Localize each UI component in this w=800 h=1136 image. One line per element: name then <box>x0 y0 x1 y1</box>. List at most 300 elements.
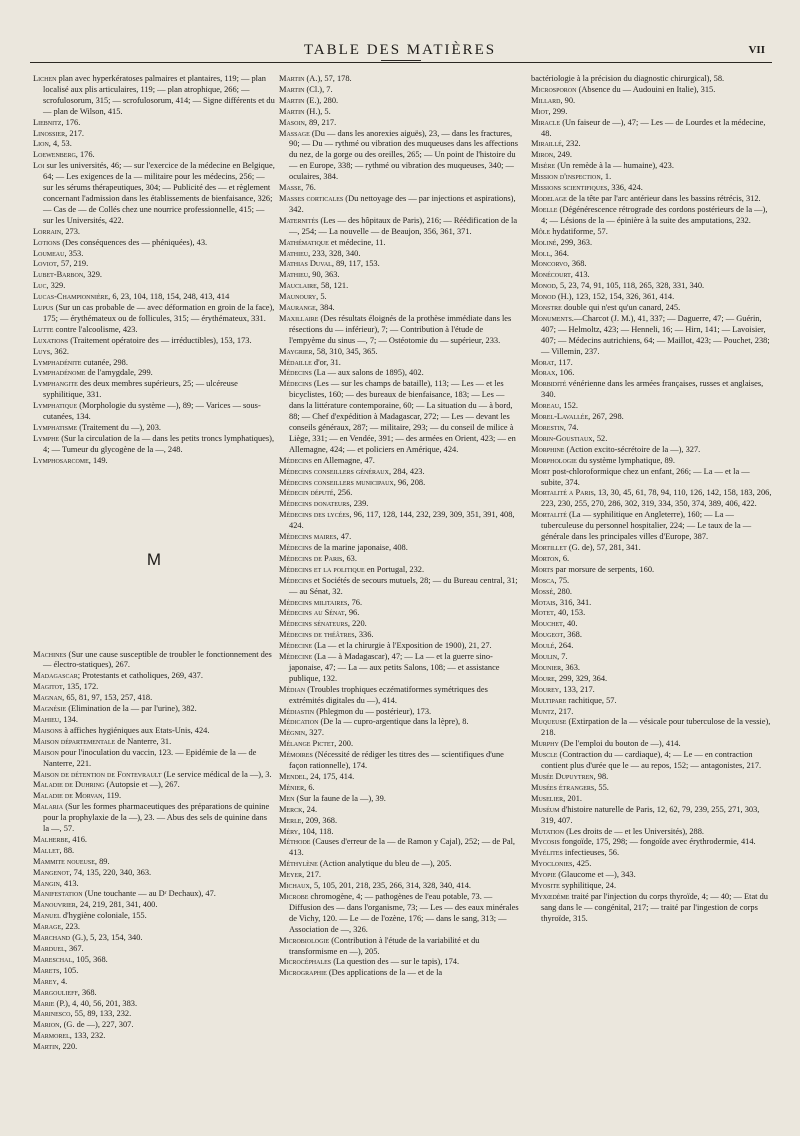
entry-references: en Allemagne, 47. <box>311 455 375 465</box>
entry-headword: Miracle <box>531 117 561 127</box>
entry-references: (Glaucome et —), 343. <box>556 870 636 880</box>
entry-references: (Des résultats éloignés de la prothèse immédiate dans les résections du — inférieur), 7; — Contribution à l'étude de l'empyème du sinus —, 7; — Ostéotomie du — supérieur, 233. <box>289 313 512 345</box>
index-entry <box>279 543 521 554</box>
index-entry <box>531 358 773 369</box>
entry-references: sur les universités, 46; — sur l'exercice de la médecine en Belgique, 64; — Les exigences de la — militaire pour les médecins, 256; — sur les sérums thérapeutiques, 304; — Publicité des — et règlement concernant l'admission dans les établissements de bienfaisance, 326; — Cas de — de Collés chez une nourrice professionnelle, 415; — sur les Universités, 422. <box>43 161 275 225</box>
entry-headword: Môle <box>531 226 551 236</box>
entry-headword: Morel-Lavallée <box>531 412 589 422</box>
index-entry <box>531 467 773 489</box>
index-entry <box>531 696 773 707</box>
entry-headword: Martin <box>279 84 305 94</box>
entry-references: , 284, 423. <box>388 466 425 476</box>
entry-headword: Médecins au Sénat <box>279 608 345 618</box>
index-entry <box>33 1042 275 1053</box>
entry-headword: Médecins donateurs <box>279 499 350 509</box>
entry-references: , 63. <box>342 553 357 563</box>
index-entry <box>531 96 773 107</box>
entry-headword: Mission d'inspection <box>531 172 601 182</box>
entry-references: (Les droits de — et les Universités), 288. <box>563 826 704 836</box>
entry-references: , 117. <box>554 357 573 367</box>
entry-references: , 329. <box>46 281 66 291</box>
index-entry <box>33 292 275 303</box>
index-entry <box>531 488 773 510</box>
entry-headword: Loewenberg <box>33 150 76 160</box>
entry-references: ; Protestants et catholiques, 269, 437. <box>77 671 203 681</box>
entry-headword: Madagascar <box>33 671 78 681</box>
entry-headword: Morphine <box>531 444 565 454</box>
entry-references: , 119. <box>102 791 122 801</box>
entry-references: (Dégénérescence rétrograde des cordons postérieurs de la —), 4; — Lésions de la — épinière à la suite des amputations, 232. <box>541 204 768 225</box>
entry-headword: Méthode <box>279 837 311 847</box>
entry-references: , 217. <box>302 870 321 880</box>
entry-references: , 368. <box>563 630 582 640</box>
entry-references: , 362. <box>50 346 69 356</box>
index-entry <box>279 194 521 216</box>
index-entry <box>33 944 275 955</box>
index-entry <box>279 488 521 499</box>
entry-headword: Mammite noueuse <box>33 856 95 866</box>
entry-references: , 384. <box>315 303 335 313</box>
index-entry <box>531 554 773 565</box>
entry-headword: Monod <box>531 281 556 291</box>
index-entry <box>531 238 773 249</box>
index-entry <box>531 434 773 445</box>
entry-headword: Médaille <box>279 357 312 367</box>
index-entry <box>279 565 521 576</box>
entry-headword: Mathieu <box>279 270 309 280</box>
entry-references: , 24, 219, 281, 341, 400. <box>75 900 158 910</box>
index-entry <box>531 619 773 630</box>
entry-references: (La question des — sur le tapis), 174. <box>331 957 460 967</box>
entry-references: (Traitement opératoire des — irréductibles), 153, 173. <box>68 335 252 345</box>
entry-references: et médecine, 11. <box>328 237 386 247</box>
entry-references: , 7. <box>557 652 568 662</box>
entry-headword: Merck <box>279 804 303 814</box>
entry-references: (Morphologie du système —), 89; — Varices — sous-cutanées, 134. <box>43 401 261 422</box>
entry-references: à affiches hygiéniques aux Etats-Unis, 424. <box>62 725 210 735</box>
entry-headword: Médecins <box>279 368 312 378</box>
header-rule <box>30 62 772 63</box>
entry-headword: Margoulieff <box>33 987 78 997</box>
entry-headword: Mortalité a Paris <box>531 488 594 498</box>
entry-references: , 220. <box>347 619 367 629</box>
entry-references: (De la — cupro-argentique dans la lèpre), 8. <box>318 717 469 727</box>
entry-references: , 105. <box>59 965 79 975</box>
entry-references: , 5, 105, 201, 218, 235, 266, 314, 328, 340, 414. <box>309 881 471 891</box>
index-entry <box>33 401 275 423</box>
entry-references: , 249. <box>553 150 572 160</box>
entry-references: , 40. <box>562 619 578 629</box>
entry-headword: Médication <box>279 717 319 727</box>
index-entry <box>531 685 773 696</box>
entry-references: , 416. <box>68 834 87 844</box>
index-entry <box>531 576 773 587</box>
entry-references: (Elimination de la — par l'urine), 382. <box>66 704 197 714</box>
entry-headword: Magnésie <box>33 704 67 714</box>
entry-headword: Mycosis <box>531 837 560 847</box>
index-entry <box>33 704 275 715</box>
index-entry <box>33 835 275 846</box>
entry-references: (Les — des hôpitaux de Paris), 216; — Réédification de la —, 254; — La nouvelle — de Beaujon, 356, 361, 371. <box>289 215 518 236</box>
entry-headword: Maison départementale <box>33 736 116 746</box>
index-entry <box>279 783 521 794</box>
entry-headword: Miraillé <box>531 139 562 149</box>
page-title: TABLE DES MATIÈRES <box>303 42 497 58</box>
entry-references: (La — aux salons de 1895), 402. <box>311 368 424 378</box>
index-entry <box>279 554 521 565</box>
entry-headword: Marinesco <box>33 1009 71 1019</box>
entry-headword: Marchand <box>33 933 71 943</box>
entry-references: de la marine japonaise, 408. <box>311 542 408 552</box>
entry-references: , 58, 310, 345, 365. <box>312 346 378 356</box>
entry-headword: Manuel <box>33 911 61 921</box>
entry-headword: Motais <box>531 597 556 607</box>
entry-references: (Un remède à la — humaine), 423. <box>555 161 674 171</box>
index-entry <box>33 281 275 292</box>
entry-references: , 135, 172. <box>62 682 99 692</box>
entry-headword: Médecins <box>279 575 312 585</box>
entry-headword: Miron <box>531 150 554 160</box>
entry-references: , 52. <box>592 433 608 443</box>
index-entry <box>531 259 773 270</box>
entry-references: , 176. <box>61 117 81 127</box>
entry-references: contre l'alcoolisme, 423. <box>53 324 138 334</box>
index-entry <box>33 999 275 1010</box>
index-entry <box>33 368 275 379</box>
entry-references: (A.), 57, 178. <box>304 74 352 83</box>
entry-references: , 413. <box>570 270 590 280</box>
entry-headword: Médecine <box>279 652 313 662</box>
entry-headword: Médecins <box>279 455 312 465</box>
index-entry <box>531 368 773 379</box>
index-entry <box>33 259 275 270</box>
entry-headword: Médecins conseillers municipaux <box>279 477 394 487</box>
entry-references: , 316, 341. <box>555 597 592 607</box>
index-entry <box>279 816 521 827</box>
entry-references: traité par l'injection du corps thyroïde, 4; — 40; — Etat du sang dans le — congénital, 217; — traité par l'ingestion de corps thyroïde, 315. <box>541 891 768 923</box>
index-entry <box>531 794 773 805</box>
index-entry <box>279 347 521 358</box>
entry-headword: Médecins maires <box>279 532 337 542</box>
entry-references: (Les — sur les champs de bataille), 113; — Les — et les bicyclistes, 160; — des bureaux de bienfaisance, 183; — Les — dans la littérature contemporaine, 60; — La situation du — à bord, 88; — Chef d'expédition à Madagascar, 272; — Les — devant les conseils généraux, 287; — militaire, 293; — du conseil de milice à Liège, 331; — en Vendée, 391; — des armées en Orient, 423; — en Allemagne, 424; — et policiers en Amérique, 424. <box>289 379 516 454</box>
entry-references: , 104, 118. <box>298 826 334 836</box>
entry-references: , 364. <box>550 248 569 258</box>
entry-references: , 353. <box>64 248 84 258</box>
entry-references: , 40, 153. <box>553 608 586 618</box>
entry-headword: Lutte <box>33 324 54 334</box>
index-entry <box>531 194 773 205</box>
entry-references: , 57, 219. <box>56 259 89 269</box>
index-entry <box>33 434 275 456</box>
entry-references: (Le service médical de la —), 3. <box>161 769 272 779</box>
index-entry <box>279 259 521 270</box>
index-entry <box>279 129 521 184</box>
entry-headword: Lymphangite <box>33 379 78 389</box>
entry-references: (Des conséquences des — phéniquées), 43. <box>60 237 208 247</box>
index-entry <box>279 478 521 489</box>
entry-headword: Marey <box>33 976 57 986</box>
entry-headword: Marie <box>33 998 55 1008</box>
index-entry <box>531 118 773 140</box>
index-entry <box>279 728 521 739</box>
entry-headword: Mounier <box>531 662 562 672</box>
entry-headword: Moulin <box>531 652 558 662</box>
index-entry <box>531 401 773 412</box>
entry-headword: Men <box>279 793 295 803</box>
index-entry <box>33 922 275 933</box>
entry-references: , 76. <box>301 183 316 193</box>
entry-references: (E.), 280. <box>304 95 339 105</box>
index-entry <box>279 249 521 260</box>
entry-references: (Action excito-sécrétoire de la —), 327. <box>564 444 701 454</box>
entry-headword: Murphy <box>531 739 559 749</box>
entry-references: , 273. <box>61 226 80 236</box>
entry-references: , 201. <box>563 793 582 803</box>
entry-headword: Lucas-Championnière <box>33 292 109 302</box>
index-entry <box>279 750 521 772</box>
index-entry <box>279 685 521 707</box>
entry-headword: Masses corticales <box>279 193 344 203</box>
entry-references: d'or, 31. <box>311 357 341 367</box>
index-entry <box>279 238 521 249</box>
entry-references: de Nanterre, 31. <box>115 736 172 746</box>
entry-headword: Marion <box>33 1020 60 1030</box>
index-entry <box>279 968 521 979</box>
entry-headword: Médecins et la politique <box>279 564 365 574</box>
entry-references: , 98. <box>593 772 609 781</box>
entry-headword: Multipare <box>531 695 567 705</box>
entry-references: , 327. <box>305 728 324 738</box>
index-entry <box>279 270 521 281</box>
index-entry <box>33 379 275 401</box>
index-entry <box>279 881 521 892</box>
entry-headword: Muselier <box>531 793 564 803</box>
entry-headword: Mutation <box>531 826 564 836</box>
entry-references: (Du — dans les anorexies aiguës), 23, — dans les fractures, 90; — Du — rythmé ou vibration des muqueuses dans les affections du nez, de la gorge ou des oreilles, 265; — Un point de l'histoire du — en Europe, 338; — rythmé ou vibration des muqueuses, 340; — oculaires, 384. <box>289 128 518 182</box>
entry-references: , 299, 363. <box>556 237 593 247</box>
index-entry <box>33 1031 275 1042</box>
entry-headword: Mémoires <box>279 750 313 760</box>
entry-headword: Médecins des lycées <box>279 510 350 520</box>
index-entry <box>279 292 521 303</box>
entry-headword: Lymphatique <box>33 401 78 411</box>
entry-headword: Maxillaire <box>279 313 319 323</box>
entry-references: , 368. <box>77 987 97 997</box>
index-entry <box>33 879 275 890</box>
entry-references: , 256. <box>333 488 353 498</box>
index-entry <box>33 933 275 944</box>
entry-headword: Morat <box>531 357 555 367</box>
entry-references: , 88. <box>59 845 75 855</box>
index-entry <box>531 227 773 238</box>
entry-references: , 5, 23, 74, 91, 105, 118, 265, 328, 331, 340. <box>555 281 705 291</box>
entry-headword: Lymphadénome <box>33 368 86 378</box>
entry-references: (Traitement du —), 203. <box>77 423 162 432</box>
entry-references: , 58, 121. <box>316 281 349 291</box>
entry-headword: Luc <box>33 281 47 291</box>
index-entry <box>279 739 521 750</box>
entry-references: , 89. <box>94 856 110 866</box>
index-entry <box>279 957 521 968</box>
entry-headword: Millard <box>531 95 561 105</box>
entry-headword: Monstre <box>531 303 562 313</box>
index-entry <box>531 750 773 772</box>
entry-headword: Magnan <box>33 693 63 703</box>
entry-references: (Sur une cause susceptible de troubler le fonctionnement des — électro-statiques), 267. <box>43 649 272 670</box>
entry-headword: Myopie <box>531 870 557 880</box>
entry-references: (La — à Madagascar), 47; — La — et la guerre sino-japonaise, 47; — La — aux petits Salons, 108; — et assistance publique, 132. <box>289 652 500 683</box>
entry-references: vénérienne dans les armées françaises, russes et anglaises, 340. <box>541 379 764 400</box>
index-entry <box>279 368 521 379</box>
entry-references: , 90, 363. <box>308 270 340 280</box>
entry-references: , 6. <box>558 553 570 563</box>
index-entry <box>279 499 521 510</box>
index-entry <box>531 281 773 292</box>
entry-references: infectieuses, 56. <box>562 848 620 858</box>
index-entry <box>33 988 275 999</box>
index-entry <box>531 892 773 925</box>
entry-references: post-chloroformique chez un enfant, 266; — La — et la — subite, 374. <box>541 466 750 487</box>
index-entry <box>33 423 275 434</box>
index-entry <box>33 900 275 911</box>
entry-headword: Lion <box>33 139 49 149</box>
entry-references: (Des applications de la — et de la <box>326 968 443 978</box>
index-entry <box>531 587 773 598</box>
entry-headword: Moure <box>531 673 555 683</box>
entry-references: de la tête par l'arc antérieur dans les bassins rétrécis, 312. <box>566 193 761 203</box>
entry-headword: Microbiologie <box>279 935 330 945</box>
entry-headword: Mathématique <box>279 237 329 247</box>
entry-references: , (G. de —), 227, 307. <box>59 1020 134 1030</box>
index-entry <box>531 74 773 85</box>
index-entry <box>531 630 773 641</box>
entry-headword: Microbe <box>279 891 309 901</box>
index-entry <box>531 848 773 859</box>
entry-references: , 89, 217. <box>304 117 337 127</box>
index-entry <box>33 966 275 977</box>
entry-headword: Mahieu <box>33 714 60 724</box>
entry-references: , 96, 208. <box>393 477 426 487</box>
entry-references: , 4, 53. <box>48 139 72 149</box>
entry-headword: Mareschal <box>33 954 73 964</box>
index-entry <box>33 693 275 704</box>
entry-headword: Maternités <box>279 215 319 225</box>
index-entry <box>531 772 773 783</box>
entry-headword: Myxœdème <box>531 891 570 901</box>
entry-headword: Machines <box>33 649 67 659</box>
index-entry <box>531 456 773 467</box>
entry-headword: Mathieu <box>279 248 309 258</box>
entry-references: , 233, 328, 340. <box>308 248 361 258</box>
entry-references: (Contribution à l'étude de la variabilité et du transformisme en —), 205. <box>289 935 480 956</box>
entry-headword: Missions scientifiques <box>531 183 608 193</box>
entry-headword: Malaria <box>33 802 64 812</box>
entry-headword: Marmorel <box>33 1031 70 1041</box>
index-entry <box>279 837 521 859</box>
index-entry <box>531 172 773 183</box>
entry-references: , 299. <box>548 106 568 116</box>
entry-headword: Maladie de Morvan <box>33 791 103 801</box>
index-column-1 <box>33 74 275 1053</box>
entry-references: , 134. <box>59 714 78 724</box>
entry-headword: Mélange Pictet <box>279 739 335 749</box>
entry-references: , 89, 117, 153. <box>331 259 380 269</box>
entry-references: en Portugal, 232. <box>364 564 425 574</box>
index-entry <box>531 379 773 401</box>
entry-headword: Médecine <box>279 641 313 651</box>
entry-headword: Médiastin <box>279 706 315 716</box>
index-entry <box>531 870 773 881</box>
entry-references: d'histoire naturelle de Paris, 12, 62, 79, 239, 255, 271, 303, 319, 407. <box>541 804 760 825</box>
entry-headword: Marets <box>33 965 60 975</box>
entry-references: (H.), 123, 152, 154, 326, 361, 414. <box>555 292 675 302</box>
entry-references: (Absence du — Audouini en Italie), 315. <box>576 84 716 94</box>
index-entry <box>531 445 773 456</box>
entry-references: (Un faiseur de —), 47; — Les — de Lourdes et la médecine, 48. <box>541 117 766 138</box>
entry-headword: Merle <box>279 815 302 825</box>
entry-headword: Myosite <box>531 881 560 891</box>
index-entry <box>33 1020 275 1031</box>
entry-references: double qui n'est qu'un canard, 245. <box>561 303 681 313</box>
index-entry <box>33 358 275 369</box>
entry-headword: Malherbe <box>33 834 69 844</box>
entry-headword: Masse <box>279 183 302 193</box>
index-entry <box>33 336 275 347</box>
entry-headword: Mort <box>531 466 551 476</box>
entry-references: (Troubles trophiques eczématiformes symétriques des extrémités digitales du —), 414. <box>289 684 488 705</box>
entry-references: , 133, 232. <box>69 1031 106 1041</box>
entry-headword: Mourey <box>531 684 560 694</box>
entry-references: , 75. <box>554 575 570 585</box>
index-column-2 <box>279 74 521 979</box>
index-entry <box>33 303 275 325</box>
entry-references: , 133, 217. <box>559 684 595 694</box>
entry-headword: Médecin député <box>279 488 334 498</box>
entry-headword: Médecins militaires <box>279 597 348 607</box>
index-entry <box>531 423 773 434</box>
index-entry <box>531 827 773 838</box>
index-entry <box>531 881 773 892</box>
index-entry <box>531 292 773 303</box>
index-entry <box>33 977 275 988</box>
entry-headword: Maurange <box>279 303 316 313</box>
index-entry <box>531 859 773 870</box>
entry-references: , 209, 368. <box>301 815 338 825</box>
entry-references: (Action analytique du bleu de —), 205. <box>317 859 452 869</box>
index-entry <box>279 216 521 238</box>
entry-references: (H.), 5. <box>304 106 331 116</box>
entry-references: (G. de), 57, 281, 341. <box>566 542 641 552</box>
index-entry <box>33 650 275 672</box>
entry-headword: Martin <box>279 95 305 105</box>
index-entry <box>33 868 275 879</box>
index-entry <box>531 717 773 739</box>
index-entry <box>33 74 275 118</box>
index-entry <box>33 748 275 770</box>
entry-references: , 6. <box>304 782 315 792</box>
entry-references: syphilitique, 24. <box>559 881 617 891</box>
entry-headword: Manifestation <box>33 889 83 899</box>
entry-headword: Moncorvo <box>531 259 568 269</box>
entry-references: fongoïde, 175, 298; — fongoïde avec érythrodermie, 414. <box>559 837 756 847</box>
entry-headword: Moreau <box>531 401 560 411</box>
entry-references: chromogène, 4; — pathogènes de l'eau potable, 73. — Diffusion des — dans l'organisme, 73; — Les — des eaux minérales de Vichy, 120. — Le — de l'ozène, 176; — dans le sang, 313; — Association de —, 326. <box>289 891 519 934</box>
entry-references: (Sur la faune de la —), 39. <box>294 793 386 803</box>
index-entry <box>531 150 773 161</box>
index-entry <box>531 739 773 750</box>
index-entry <box>279 118 521 129</box>
entry-headword: Maygrier <box>279 346 313 356</box>
